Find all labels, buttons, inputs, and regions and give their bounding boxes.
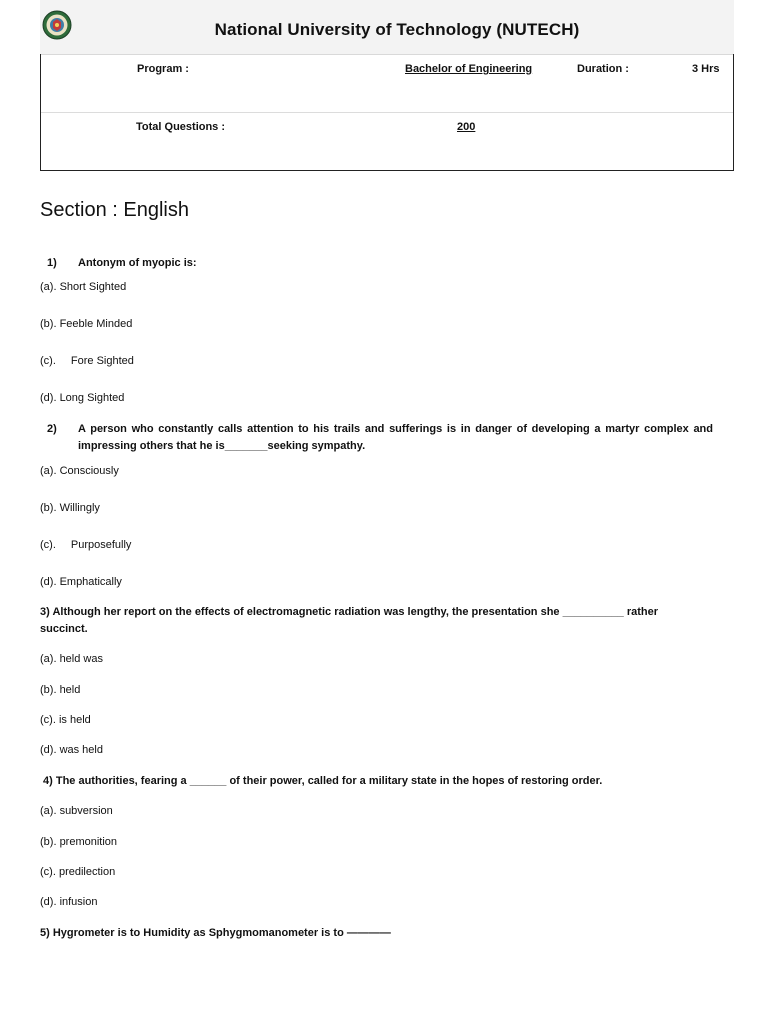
option-text: predilection xyxy=(58,866,116,878)
option-2a xyxy=(40,465,119,477)
option-4b xyxy=(40,836,117,848)
duration-value: 3 Hrs xyxy=(692,63,720,75)
option-text: held was xyxy=(59,653,103,665)
option-text: Short Sighted xyxy=(59,281,127,293)
option-4a xyxy=(40,805,113,817)
question-text: Antonym of myopic is: xyxy=(78,257,197,269)
option-letter: (a). xyxy=(40,805,57,817)
option-text: Willingly xyxy=(59,502,100,514)
question-text: The authorities, fearing a ______ of their power, called for a military state in the hopes of restoring order. xyxy=(55,775,603,787)
option-1a xyxy=(40,281,126,293)
option-letter: (c). xyxy=(40,714,56,726)
question-number: 2) xyxy=(47,423,57,435)
question-2 xyxy=(47,421,713,455)
section-title: Section : English xyxy=(40,199,189,221)
question-number: 3) xyxy=(40,606,50,618)
option-text: held xyxy=(59,684,81,696)
option-3a xyxy=(40,653,103,665)
option-2c xyxy=(40,539,131,551)
option-1b xyxy=(40,318,132,330)
total-questions-label: Total Questions : xyxy=(136,121,226,133)
option-letter: (c). xyxy=(40,539,56,551)
option-text: Emphatically xyxy=(59,576,122,588)
question-number: 1) xyxy=(47,257,57,269)
page-title: National University of Technology (NUTECH) xyxy=(214,20,580,39)
option-text: Long Sighted xyxy=(59,392,125,404)
question-text: Hygrometer is to Humidity as Sphygmomanometer is to ———— xyxy=(52,927,391,939)
program-label: Program : xyxy=(137,63,189,75)
option-letter: (d). xyxy=(40,392,57,404)
duration-label: Duration : xyxy=(577,63,629,75)
page-header xyxy=(40,0,734,55)
option-text: Purposefully xyxy=(70,539,132,551)
exam-info-box xyxy=(40,54,734,171)
question-1 xyxy=(47,255,197,272)
option-text: subversion xyxy=(59,805,113,817)
question-number: 4) xyxy=(43,775,53,787)
option-text: premonition xyxy=(59,836,118,848)
option-4d xyxy=(40,896,97,908)
option-4c xyxy=(40,866,115,878)
question-text: Although her report on the effects of electromagnetic radiation was lengthy, the presentation she __________ rather succinct. xyxy=(40,606,658,635)
option-text: is held xyxy=(58,714,91,726)
total-questions-value: 200 xyxy=(457,121,476,133)
option-letter: (d). xyxy=(40,576,57,588)
option-2b xyxy=(40,502,100,514)
option-letter: (b). xyxy=(40,502,57,514)
option-text: Consciously xyxy=(59,465,119,477)
option-1d xyxy=(40,392,124,404)
option-text: was held xyxy=(59,744,103,756)
question-number: 5) xyxy=(40,927,50,939)
option-2d xyxy=(40,576,122,588)
option-3d xyxy=(40,744,103,756)
question-4 xyxy=(43,773,602,790)
option-text: Feeble Minded xyxy=(59,318,133,330)
option-letter: (a). xyxy=(40,465,57,477)
option-letter: (d). xyxy=(40,744,57,756)
option-letter: (b). xyxy=(40,836,57,848)
question-text: A person who constantly calls attention to his trails and sufferings is in danger of developing a martyr complex and impressing others that he is_______seeking sympathy. xyxy=(78,423,713,452)
option-1c xyxy=(40,355,134,367)
program-value: Bachelor of Engineering xyxy=(405,63,533,75)
option-text: infusion xyxy=(59,896,98,908)
option-letter: (d). xyxy=(40,896,57,908)
option-letter: (a). xyxy=(40,653,57,665)
question-5 xyxy=(40,925,391,942)
option-letter: (c). xyxy=(40,866,56,878)
question-3 xyxy=(40,604,700,638)
info-divider xyxy=(41,112,733,113)
option-3c xyxy=(40,714,91,726)
option-letter: (b). xyxy=(40,318,57,330)
option-text: Fore Sighted xyxy=(70,355,134,367)
option-letter: (a). xyxy=(40,281,57,293)
option-letter: (b). xyxy=(40,684,57,696)
option-3b xyxy=(40,684,80,696)
option-letter: (c). xyxy=(40,355,56,367)
